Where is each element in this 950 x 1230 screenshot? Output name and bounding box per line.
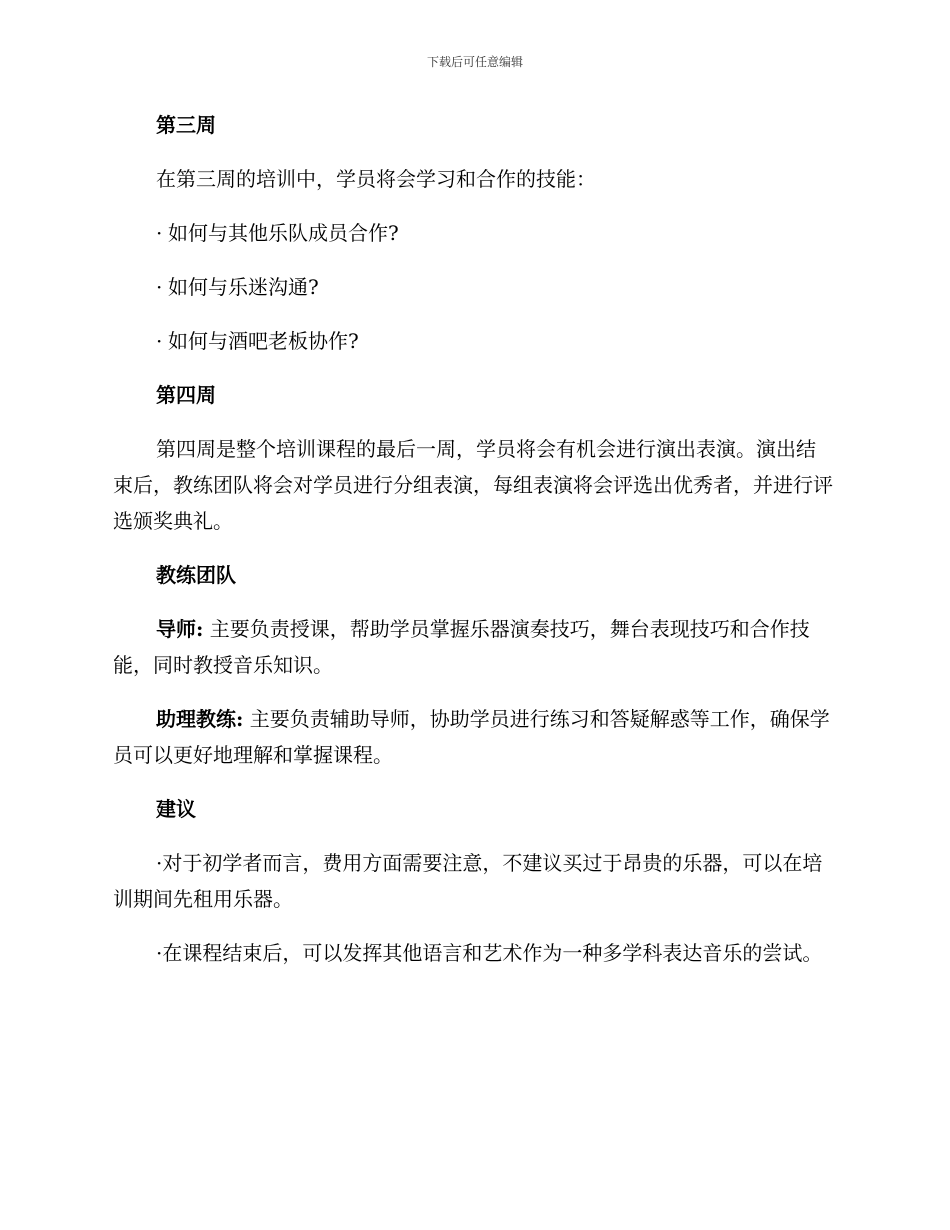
bullet-dot: · — [156, 851, 163, 875]
bullet-dot: · — [156, 329, 163, 353]
assistant-text: 主要负责辅助导师，协助学员进行练习和答疑解惑等工作，确保学员可以更好地理解和掌握课程。 — [113, 707, 830, 767]
week4-paragraph: 第四周是整个培训课程的最后一周，学员将会有机会进行演出表演。演出结束后，教练团队将会对学员进行分组表演，每组表演将会评选出优秀者，并进行评选颁奖典礼。 — [113, 437, 833, 533]
mentor-paragraph — [113, 611, 833, 683]
assistant-label: 助理教练: — [156, 707, 244, 731]
bullet-dot: · — [156, 221, 163, 245]
advice-item-text: 对于初学者而言，费用方面需要注意，不建议买过于昂贵的乐器，可以在培训期间先租用乐器。 — [113, 851, 823, 911]
week3-intro: 在第三周的培训中，学员将会学习和合作的技能： — [156, 167, 596, 191]
section-heading-coaches: 教练团队 — [156, 563, 236, 587]
list-item-text: 如何与其他乐队成员合作? — [168, 221, 399, 245]
list-item — [113, 215, 833, 251]
list-item-text: 如何与乐迷沟通? — [168, 275, 319, 299]
advice-item-text: 在课程结束后，可以发挥其他语言和艺术作为一种多学科表达音乐的尝试。 — [162, 941, 823, 965]
bullet-dot: · — [156, 941, 163, 965]
document-body — [113, 107, 833, 989]
mentor-text: 主要负责授课，帮助学员掌握乐器演奏技巧，舞台表现技巧和合作技能，同时教授音乐知识。 — [113, 617, 810, 677]
section-heading-advice: 建议 — [156, 797, 196, 821]
list-item — [113, 269, 833, 305]
assistant-paragraph — [113, 701, 833, 773]
page-header: 下载后可任意编辑 — [426, 55, 523, 69]
bullet-dot: · — [156, 275, 163, 299]
section-heading-week4: 第四周 — [156, 383, 216, 407]
list-item-text: 如何与酒吧老板协作? — [168, 329, 359, 353]
advice-item — [113, 935, 833, 971]
list-item — [113, 323, 833, 359]
mentor-label: 导师: — [156, 617, 204, 641]
advice-item — [113, 845, 833, 917]
section-heading-week3: 第三周 — [156, 113, 216, 137]
